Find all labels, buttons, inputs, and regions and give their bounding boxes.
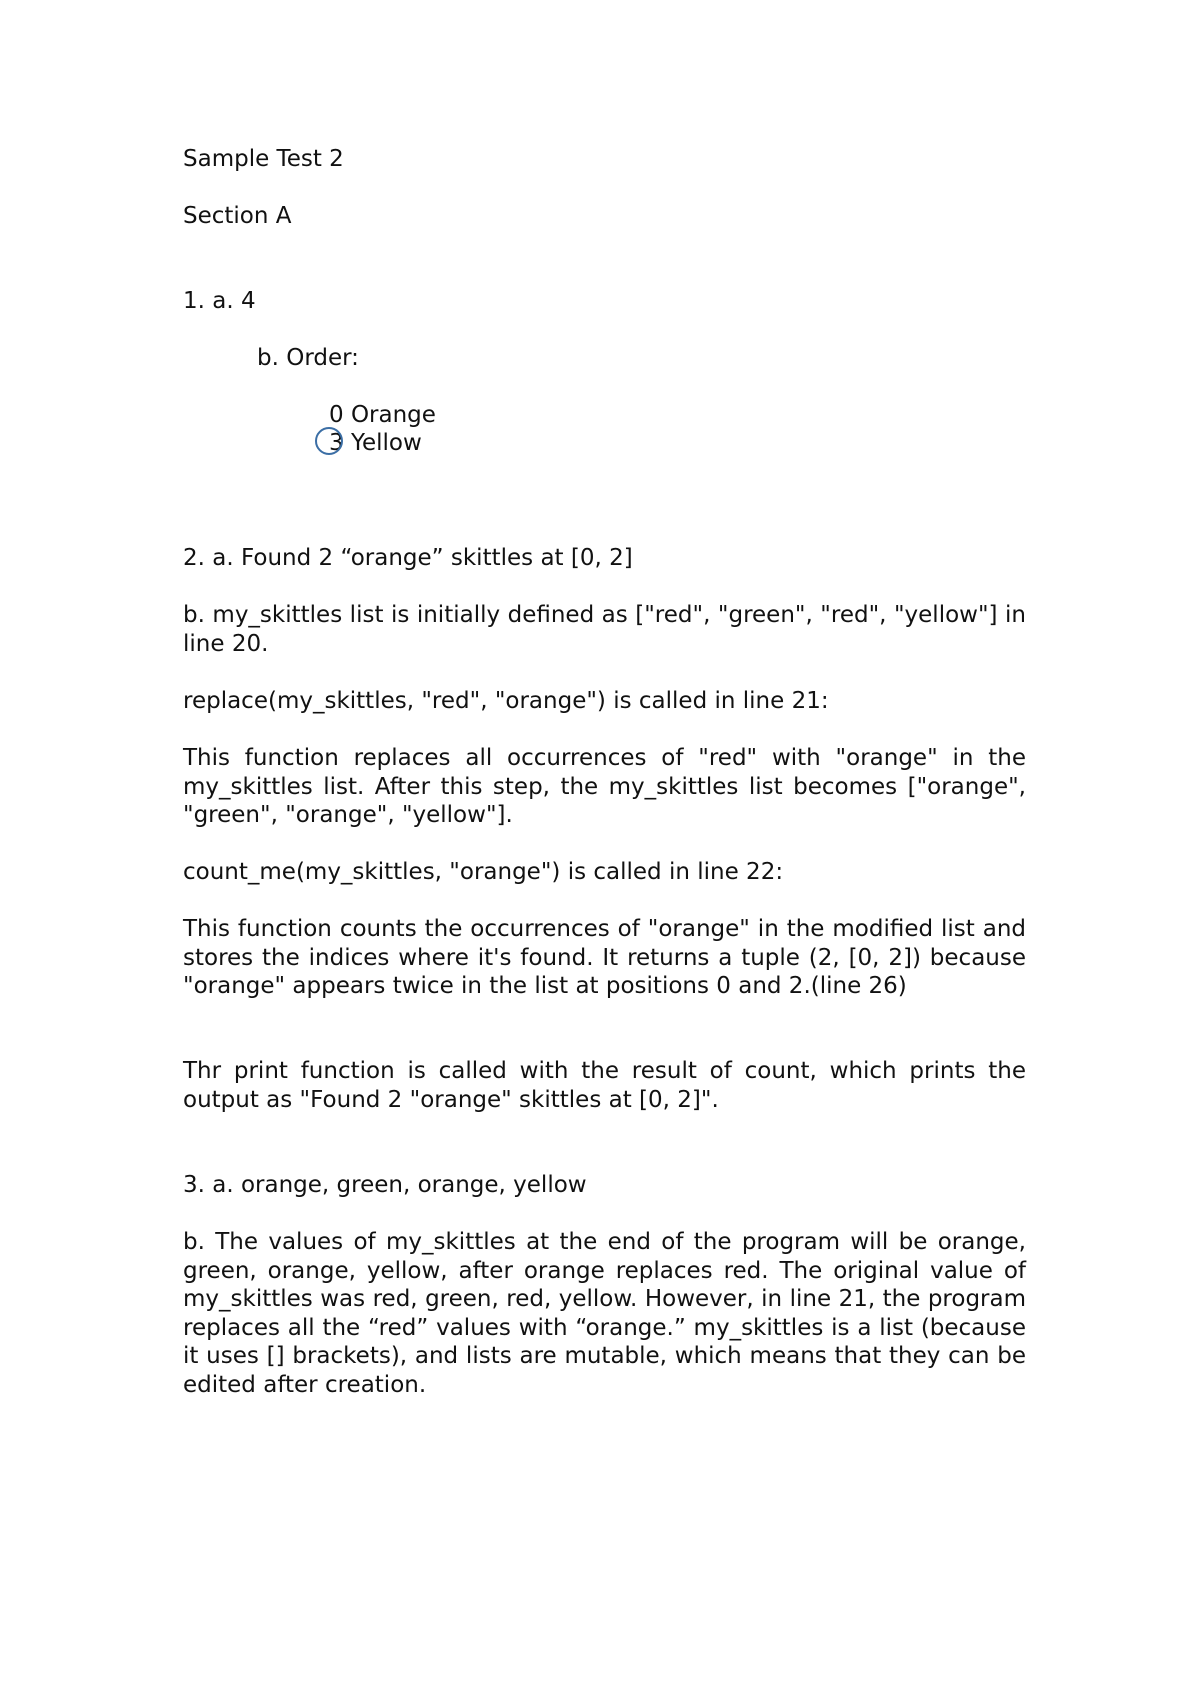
document-title: Sample Test 2	[183, 146, 344, 172]
q2-paragraph-b: b. my_skittles list is initially defined as ["red", "green", "red", "yellow"] in line 20.	[183, 602, 1026, 657]
q1-answer-a: 1. a. 4	[183, 288, 256, 314]
q2-paragraph-count-explanation: This function counts the occurrences of "orange" in the modified list and stores the indices where it's found. It returns a tuple (2, [0, 2]) because "orange" appears twice in the list at positions 0 and 2.(line 26)	[183, 916, 1026, 999]
q2-answer-a: 2. a. Found 2 “orange” skittles at [0, 2]	[183, 545, 633, 571]
q1-order-item-1: 3 Yellow	[329, 430, 422, 456]
q1-answer-b-label: b. Order:	[257, 345, 359, 371]
q2-paragraph-count-call: count_me(my_skittles, "orange") is called in line 22:	[183, 859, 784, 885]
q3-answer-a: 3. a. orange, green, orange, yellow	[183, 1172, 587, 1198]
q2-paragraph-replace-call: replace(my_skittles, "red", "orange") is called in line 21:	[183, 688, 829, 714]
section-heading: Section A	[183, 203, 292, 229]
q2-paragraph-replace-explanation: This function replaces all occurrences of "red" with "orange" in the my_skittles list. After this step, the my_skittles list becomes ["orange", "green", "orange", "yellow"].	[183, 745, 1026, 828]
q2-paragraph-print-explanation: Thr print function is called with the result of count, which prints the output as "Found 2 "orange" skittles at [0, 2]".	[183, 1058, 1026, 1113]
q1-order-item-0: 0 Orange	[329, 402, 436, 428]
annotation-circle-mark	[315, 427, 343, 455]
q3-paragraph-b: b. The values of my_skittles at the end of the program will be orange, green, orange, yellow, after orange replaces red. The original value of my_skittles was red, green, red, yellow. However, in line 21, the program replaces all the “red” values with “orange.” my_skittles is a list (because it uses [] brackets), and lists are mutable, which means that they can be edited after creation.	[183, 1229, 1026, 1398]
